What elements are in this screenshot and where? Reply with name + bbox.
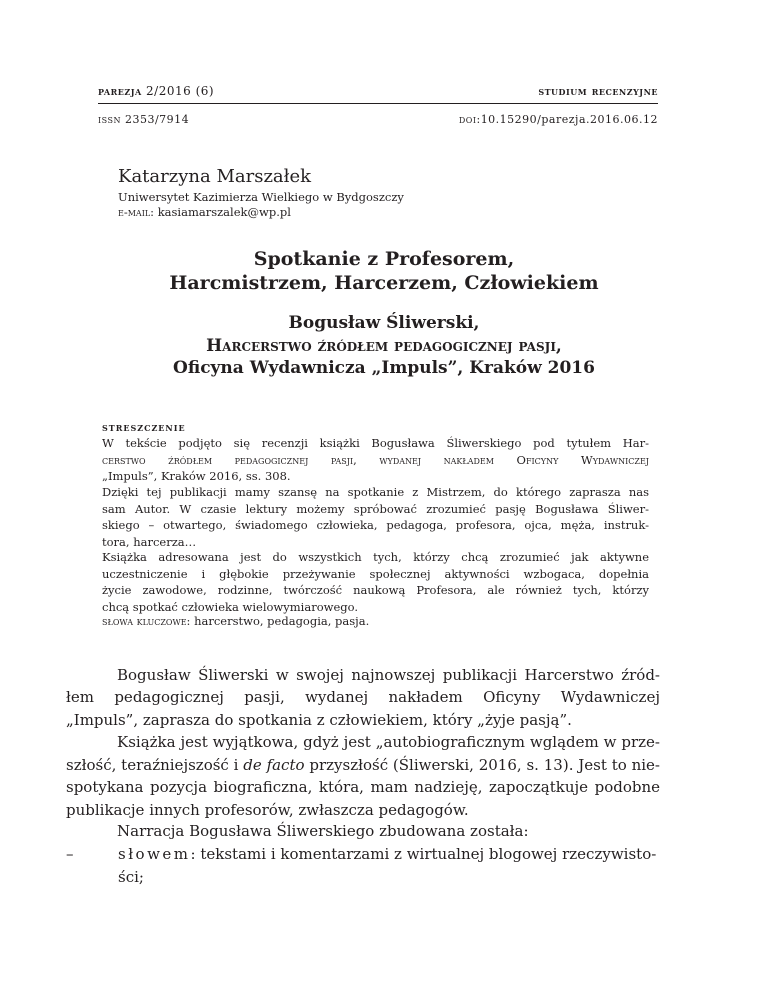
author-affiliation-block — [118, 190, 404, 220]
abstract-paragraph-1 — [102, 435, 649, 485]
list-dash: – — [66, 845, 74, 863]
abstract-line: skiego – otwartego, świadomego człowieka, pedagoga, profesora, ojca, męża, instruk- — [102, 518, 649, 532]
issn-label: issn — [98, 113, 121, 126]
doi-value: 10.15290/parezja.2016.06.12 — [480, 113, 658, 126]
abstract-paragraph-2 — [102, 484, 649, 550]
body-text: szłość, teraźniejszość i — [66, 755, 244, 774]
list-text: : tekstami i komentarzami z wirtualnej blogowej rzeczywisto- — [190, 845, 657, 863]
issn-value: 2353/7914 — [124, 113, 190, 126]
body-line — [118, 843, 660, 866]
article-title-line-1: Spotkanie z Profesorem, — [253, 248, 515, 270]
body-line — [66, 754, 660, 777]
journal-issue: 2/2016 (6) — [146, 84, 215, 98]
book-author: Bogusław Śliwerski, — [288, 313, 480, 333]
abstract-line: „Impuls”, Kraków 2016, ss. 308. — [102, 469, 291, 483]
italic-phrase: de facto — [243, 755, 305, 774]
abstract-line: chcą spotkać człowieka wielowymiarowego. — [102, 599, 359, 614]
author-name: Katarzyna Marszałek — [118, 166, 312, 187]
article-section: studium recenzyjne — [538, 84, 658, 98]
doi-label: doi: — [458, 113, 481, 126]
body-paragraph-1 — [66, 664, 660, 687]
body-line: Bogusław Śliwerski w swojej najnowszej publikacji Harcerstwo źród- — [117, 666, 660, 684]
author-affiliation: Uniwersytet Kazimierza Wielkiego w Bydgoszczy — [118, 190, 404, 204]
book-publisher: Oficyna Wydawnicza „Impuls”, Kraków 2016 — [173, 358, 595, 378]
abstract-line: Książka adresowana jest do wszystkich tych, którzy chcą zrozumieć jak aktywne — [102, 550, 649, 564]
keywords-value: harcerstwo, pedagogia, pasja. — [194, 614, 370, 628]
body-line: ści; — [118, 867, 144, 886]
journal-info — [98, 84, 214, 98]
keywords — [102, 614, 369, 628]
keywords-label: słowa kluczowe: — [102, 614, 191, 628]
body-text: przyszłość (Śliwerski, 2016, s. 13). Jest to nie- — [304, 755, 660, 774]
journal-name: parezja — [98, 84, 142, 98]
body-line: publikacje innych profesorów, zwłaszcza pedagogów. — [66, 800, 469, 819]
abstract-line: życie zawodowe, rodzinne, twórczość naukową Profesora, ale również tych, którzy — [102, 583, 649, 597]
book-title: Harcerstwo źródłem pedagogicznej pasji, — [206, 336, 562, 356]
body-line: „Impuls”, zaprasza do spotkania z człowiekiem, który „żyje pasją”. — [66, 710, 572, 729]
body-paragraph-2 — [66, 731, 660, 821]
abstract-line: Dzięki tej publikacji mamy szansę na spotkanie z Mistrzem, do którego zaprasza nas — [102, 485, 649, 499]
abstract-line: cerstwo źródłem pedagogicznej pasji, wydanej nakładem Oficyny Wydawniczej — [102, 452, 649, 467]
body-paragraph-3 — [66, 820, 660, 843]
abstract-heading: streszczenie — [102, 420, 186, 434]
abstract-paragraph-3 — [102, 549, 649, 615]
body-line: Narracja Bogusława Śliwerskiego zbudowana została: — [117, 822, 529, 840]
list-item-text — [118, 843, 660, 888]
abstract-line: uczestniczenie i głębokie przeżywanie społecznej aktywności wzbogaca, dopełnia — [102, 566, 649, 581]
body-line: łem pedagogicznej pasji, wydanej nakładem Oficyny Wydawniczej — [66, 688, 660, 706]
running-header — [98, 84, 658, 100]
abstract-line: W tekście podjęto się recenzji książki Bogusława Śliwerskiego pod tytułem Har- — [102, 436, 649, 450]
running-subheader — [98, 113, 658, 129]
body-line: Książka jest wyjątkowa, gdyż jest „autobiograficznym wglądem w prze- — [117, 733, 660, 751]
email-address[interactable]: kasiamarszalek@wp.pl — [157, 205, 291, 219]
article-title-line-2: Harcmistrzem, Harcerzem, Człowiekiem — [169, 272, 599, 294]
body-line: spotykana pozycja biograficzna, która, mam nadzieję, zapoczątkuje podobne — [66, 778, 660, 796]
body-paragraph-1-cont — [66, 686, 660, 731]
list-term: słowem — [118, 845, 191, 863]
header-divider — [98, 103, 658, 104]
abstract-line: sam Autor. W czasie lektury możemy spróbować zrozumieć pasję Bogusława Śliwer- — [102, 501, 649, 516]
abstract-line: tora, harcerza… — [102, 534, 197, 549]
email-label: e-mail: — [118, 205, 155, 219]
